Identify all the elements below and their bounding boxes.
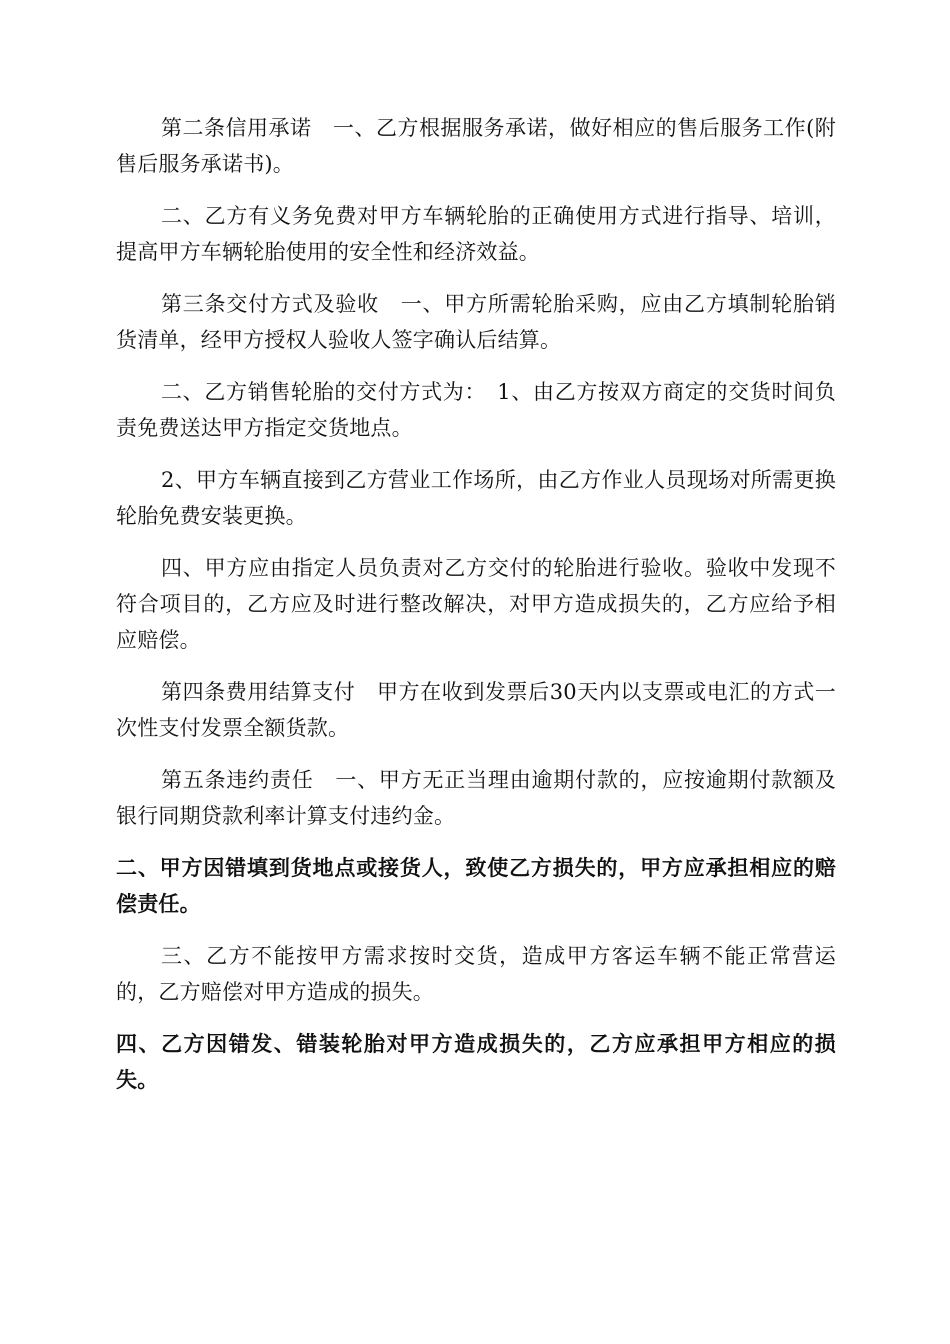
document-body xyxy=(116,110,836,1114)
paragraph-credit-commitment: 第二条信用承诺 一、乙方根据服务承诺，做好相应的售后服务工作(附售后服务承诺书)。 xyxy=(116,116,836,176)
paragraph-free-guidance: 二、乙方有义务免费对甲方车辆轮胎的正确使用方式进行指导、培训，提高甲方车辆轮胎使用的安全性和经济效益。 xyxy=(116,204,836,264)
paragraph-payment: 第四条费用结算支付 甲方在收到发票后30天内以支票或电汇的方式一次性支付发票全额货款。 xyxy=(116,680,836,740)
paragraph-wrong-address: 二、甲方因错填到货地点或接货人，致使乙方损失的，甲方应承担相应的赔偿责任。 xyxy=(116,856,836,916)
paragraph-onsite-install: 2、甲方车辆直接到乙方营业工作场所，由乙方作业人员现场对所需更换轮胎免费安装更换。 xyxy=(116,468,836,528)
paragraph-inspection: 四、甲方应由指定人员负责对乙方交付的轮胎进行验收。验收中发现不符合项目的，乙方应及时进行整改解决，对甲方造成损失的，乙方应给予相应赔偿。 xyxy=(116,556,836,652)
paragraph-delivery-acceptance: 第三条交付方式及验收 一、甲方所需轮胎采购，应由乙方填制轮胎销货清单，经甲方授权人验收人签字确认后结算。 xyxy=(116,292,836,352)
paragraph-delivery-method: 二、乙方销售轮胎的交付方式为： 1、由乙方按双方商定的交货时间负责免费送达甲方指定交货地点。 xyxy=(116,380,836,440)
paragraph-breach-late-payment: 第五条违约责任 一、甲方无正当理由逾期付款的，应按逾期付款额及银行同期贷款利率计算支付违约金。 xyxy=(116,768,836,828)
paragraph-late-delivery: 三、乙方不能按甲方需求按时交货，造成甲方客运车辆不能正常营运的，乙方赔偿对甲方造成的损失。 xyxy=(116,944,836,1004)
paragraph-wrong-shipment: 四、乙方因错发、错装轮胎对甲方造成损失的，乙方应承担甲方相应的损失。 xyxy=(116,1032,836,1092)
